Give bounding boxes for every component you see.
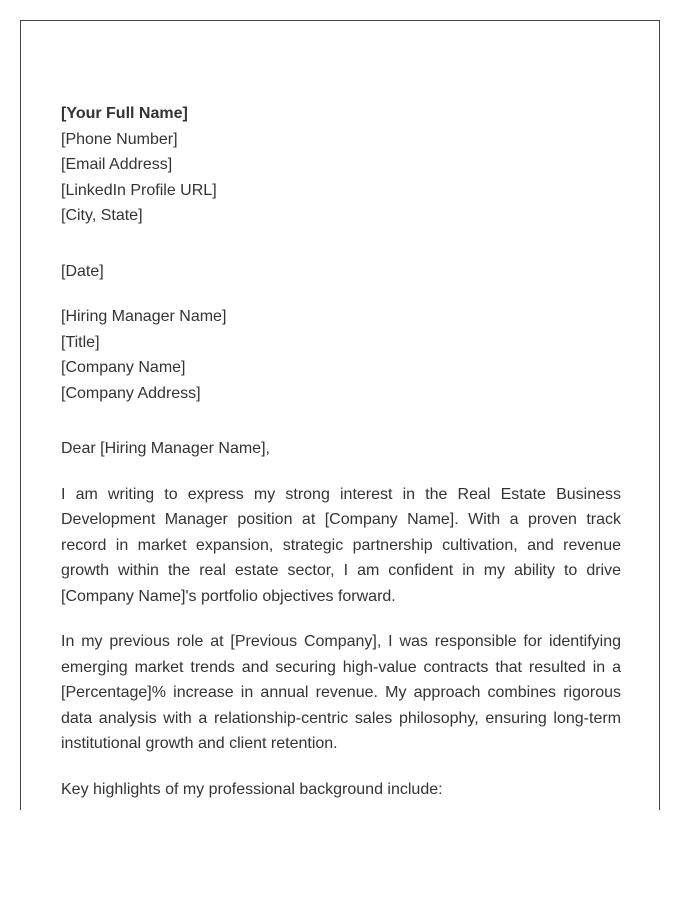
recipient-block bbox=[61, 304, 621, 406]
highlights-intro: Key highlights of my professional background include: bbox=[61, 780, 443, 798]
salutation: Dear [Hiring Manager Name], bbox=[61, 440, 270, 457]
recipient-title: [Title] bbox=[61, 333, 100, 351]
letter-page bbox=[20, 20, 660, 810]
body-paragraph-2: In my previous role at [Previous Company], I was responsible for identifying emerging market trends and securing high-value contracts that resulted in a [Percentage]% increase in annual revenue. My approach combines rigorous data analysis with a relationship-centric sales philosophy, ensuring long-term institutional growth and client retention. bbox=[61, 633, 621, 752]
sender-name: [Your Full Name] bbox=[61, 105, 188, 122]
letter-content bbox=[61, 101, 621, 802]
recipient-company: [Company Name] bbox=[61, 359, 186, 376]
date-block bbox=[61, 259, 621, 285]
sender-email: [Email Address] bbox=[61, 156, 173, 173]
recipient-address: [Company Address] bbox=[61, 384, 201, 402]
recipient-manager-name: [Hiring Manager Name] bbox=[61, 308, 227, 325]
salutation-block bbox=[61, 436, 621, 462]
sender-block bbox=[61, 101, 621, 229]
body-paragraph-1: I am writing to express my strong interest in the Real Estate Business Development Manager position at [Company Name]. With a proven track record in market expansion, strategic partnership cultivation, and revenue growth within the real estate sector, I am confident in my ability to drive [Company Name]'s portfolio objectives forward. bbox=[61, 485, 621, 605]
sender-linkedin: [LinkedIn Profile URL] bbox=[61, 181, 217, 199]
sender-city-state: [City, State] bbox=[61, 207, 143, 224]
sender-phone: [Phone Number] bbox=[61, 130, 178, 148]
letter-date: [Date] bbox=[61, 262, 104, 280]
